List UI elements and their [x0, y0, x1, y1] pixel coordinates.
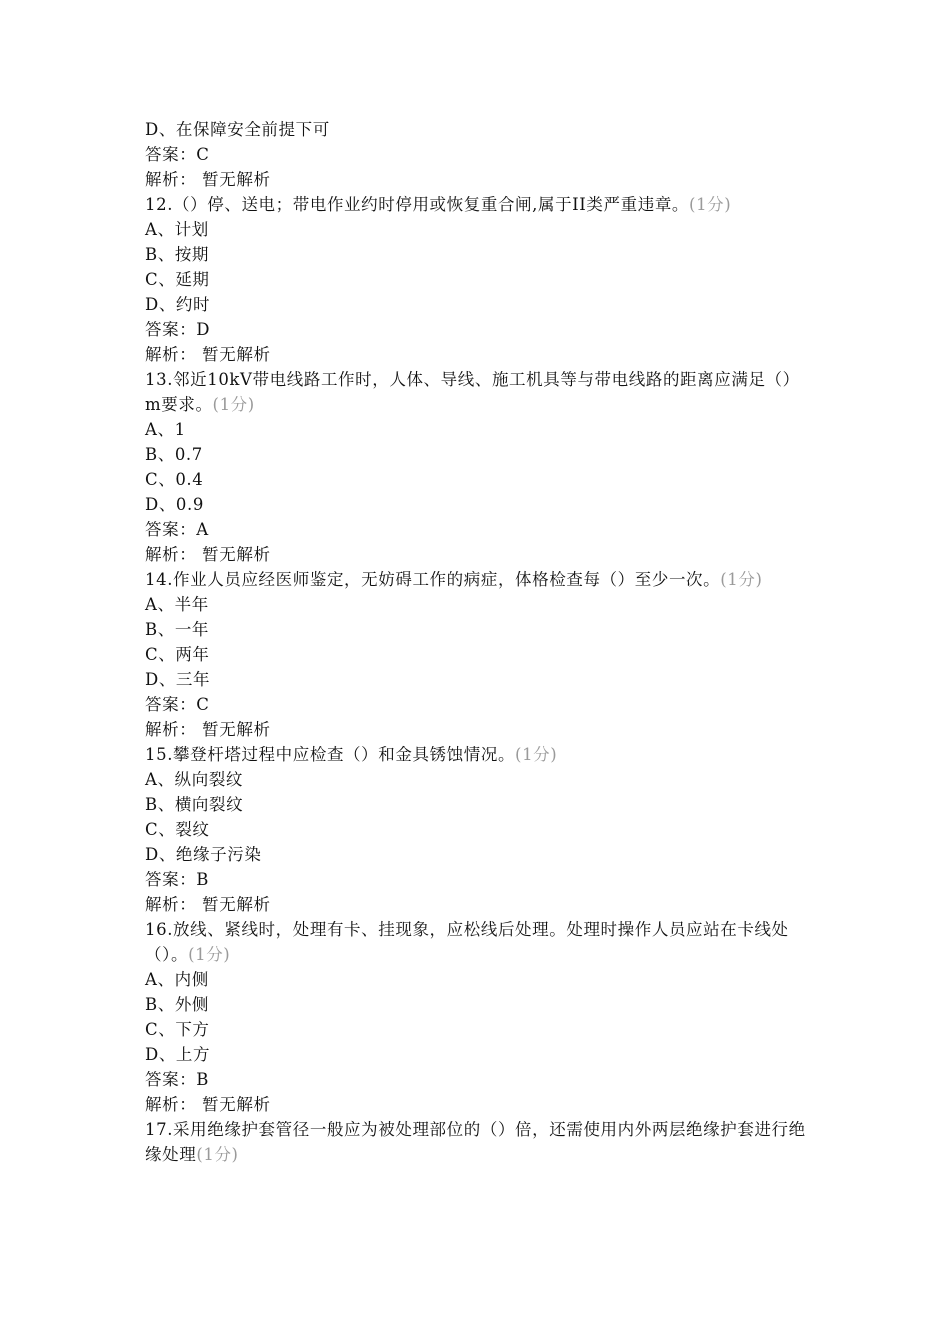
- score-label: (1分): [720, 570, 763, 589]
- option-text: C、下方: [145, 1020, 210, 1039]
- score-label: (1分): [515, 745, 558, 764]
- option-text: A、计划: [145, 220, 209, 239]
- analysis-line: 解析： 暂无解析: [145, 170, 271, 189]
- question-16: [145, 917, 810, 967]
- option-text: B、一年: [145, 620, 210, 639]
- option-text: C、两年: [145, 645, 210, 664]
- option-text: C、裂纹: [145, 820, 210, 839]
- question-12: [145, 192, 810, 217]
- document-body: [145, 117, 810, 1167]
- answer-line: 答案：C: [145, 695, 210, 714]
- option-text: A、内侧: [145, 970, 209, 989]
- analysis-line: 解析： 暂无解析: [145, 345, 271, 364]
- option-text: C、延期: [145, 270, 210, 289]
- answer-line: 答案：D: [145, 320, 211, 339]
- answer-line: 答案：C: [145, 145, 210, 164]
- analysis-line: 解析： 暂无解析: [145, 895, 271, 914]
- answer-line: 答案：B: [145, 870, 210, 889]
- score-label: (1分): [212, 395, 255, 414]
- analysis-line: 解析： 暂无解析: [145, 545, 271, 564]
- analysis-line: 解析： 暂无解析: [145, 1095, 271, 1114]
- option-text: D、三年: [145, 670, 211, 689]
- option-text: D、0.9: [145, 495, 204, 514]
- option-text: B、0.7: [145, 445, 203, 464]
- question-text: 16.放线、紧线时，处理有卡、挂现象，应松线后处理。处理时操作人员应站在卡线处（）。: [145, 920, 789, 964]
- score-label: (1分): [196, 1145, 239, 1164]
- option-text: A、半年: [145, 595, 209, 614]
- question-text: 12.（）停、送电；带电作业约时停用或恢复重合闸,属于II类严重违章。: [145, 195, 690, 214]
- score-label: (1分): [188, 945, 231, 964]
- question-14: [145, 567, 810, 592]
- option-text: D、上方: [145, 1045, 211, 1064]
- score-label: (1分): [689, 195, 732, 214]
- option-text: D、在保障安全前提下可: [145, 120, 330, 139]
- option-text: B、按期: [145, 245, 210, 264]
- question-text: 13.邻近10kV带电线路工作时，人体、导线、施工机具等与带电线路的距离应满足（）m要求。: [145, 370, 800, 414]
- option-text: D、绝缘子污染: [145, 845, 262, 864]
- option-text: A、1: [145, 420, 186, 439]
- answer-line: 答案：A: [145, 520, 209, 539]
- option-text: A、纵向裂纹: [145, 770, 244, 789]
- analysis-line: 解析： 暂无解析: [145, 720, 271, 739]
- question-text: 17.采用绝缘护套管径一般应为被处理部位的（）倍，还需使用内外两层绝缘护套进行绝缘处理: [145, 1120, 806, 1164]
- question-13: [145, 367, 810, 417]
- question-15: [145, 742, 810, 767]
- option-text: B、横向裂纹: [145, 795, 244, 814]
- question-text: 15.攀登杆塔过程中应检查（）和金具锈蚀情况。: [145, 745, 516, 764]
- option-text: B、外侧: [145, 995, 210, 1014]
- question-text: 14.作业人员应经医师鉴定，无妨碍工作的病症，体格检查每（）至少一次。: [145, 570, 721, 589]
- answer-line: 答案：B: [145, 1070, 210, 1089]
- question-17: [145, 1117, 810, 1167]
- option-text: D、约时: [145, 295, 211, 314]
- option-text: C、0.4: [145, 470, 204, 489]
